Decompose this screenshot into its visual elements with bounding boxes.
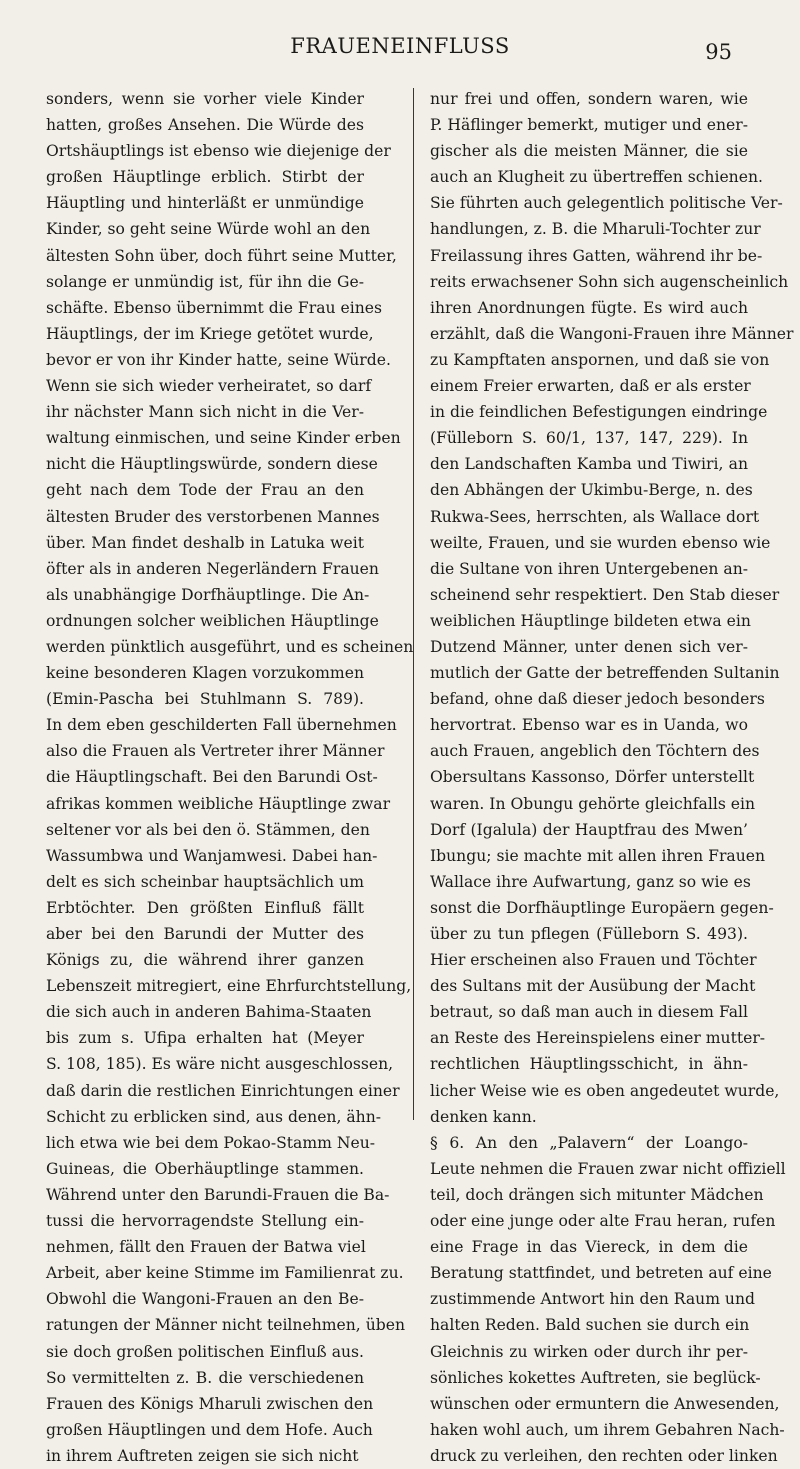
text-line: oder eine junge oder alte Frau heran, rufen (430, 1212, 776, 1231)
text-line: zustimmende Antwort hin den Raum und (430, 1290, 756, 1309)
text-line: Kinder, so geht seine Würde wohl an den (46, 220, 371, 239)
text-line: solange er unmündig ist, für ihn die Ge- (46, 272, 364, 291)
text-line: (Fülleborn S. 60/1, 137, 147, 229). In (430, 429, 748, 448)
text-line: Lebenszeit mitregiert, eine Ehrfurchtstellung, (46, 977, 412, 996)
text-line: handlungen, z. B. die Mharuli-Tochter zur (430, 220, 761, 239)
text-line: In dem eben geschilderten Fall übernehmen (46, 716, 397, 735)
text-line: Während unter den Barundi-Frauen die Ba- (46, 1185, 390, 1204)
text-line: Wallace ihre Aufwartung, ganz so wie es (430, 872, 751, 891)
text-line: auch Frauen, angeblich den Töchtern des (430, 742, 760, 761)
text-line: reits erwachsener Sohn sich augenscheinlich (430, 272, 789, 291)
text-line: die sich auch in anderen Bahima-Staaten (46, 1003, 372, 1022)
text-line: Dutzend Männer, unter denen sich ver- (430, 637, 748, 656)
text-line: Freilassung ihres Gatten, während ihr be- (430, 246, 763, 265)
text-line: ihr nächster Mann sich nicht in die Ver- (46, 403, 364, 422)
text-line: mutlich der Gatte der betreffenden Sultanin (430, 664, 780, 683)
text-line: afrikas kommen weibliche Häuptlinge zwar (46, 794, 391, 813)
text-line: nehmen, fällt den Frauen der Batwa viel (46, 1238, 366, 1257)
right-text-column (430, 86, 794, 1469)
text-line: lich etwa wie bei dem Pokao-Stamm Neu- (46, 1133, 376, 1152)
text-line: daß darin die restlichen Einrichtungen einer (46, 1081, 400, 1100)
text-line: also die Frauen als Vertreter ihrer Männer (46, 742, 385, 761)
text-line: halten Reden. Bald suchen sie durch ein (430, 1316, 750, 1335)
text-line: § 6. An den „Palavern“ der Loango- (430, 1133, 748, 1152)
left-text-column (46, 86, 414, 1469)
text-line: waren. In Obungu gehörte gleichfalls ein (430, 794, 756, 813)
text-line: sönliches kokettes Auftreten, sie beglück- (430, 1368, 761, 1387)
text-line: zu Kampftaten anspornen, und daß sie von (430, 350, 770, 369)
text-line: scheinend sehr respektiert. Den Stab dieser (430, 585, 780, 604)
text-line: waltung einmischen, und seine Kinder erben (46, 429, 401, 448)
text-line: auch an Klugheit zu übertreffen schienen. (430, 168, 763, 187)
text-line: des Sultans mit der Ausübung der Macht (430, 977, 756, 996)
column-divider (413, 88, 414, 1120)
text-line: Sie führten auch gelegentlich politische Ver- (430, 194, 783, 213)
text-line: sie doch großen politischen Einfluß aus. (46, 1342, 364, 1361)
text-line: ordnungen solcher weiblichen Häuptlinge (46, 611, 379, 630)
text-line: die Sultane von ihren Untergebenen an- (430, 559, 749, 578)
text-line: gischer als die meisten Männer, die sie (430, 142, 748, 161)
text-line: hatten, großes Ansehen. Die Würde des (46, 116, 364, 135)
text-line: Ortshäuptlings ist ebenso wie diejenige der (46, 142, 391, 161)
text-line: sonders, wenn sie vorher viele Kinder (46, 90, 364, 108)
text-line: Dorf (Igalula) der Hauptfrau des Mwen’ (430, 820, 748, 839)
text-line: Beratung stattfindet, und betreten auf eine (430, 1264, 772, 1283)
text-line: licher Weise wie es oben angedeutet wurde, (430, 1081, 780, 1100)
text-line: wünschen oder ermuntern die Anwesenden, (430, 1394, 780, 1413)
text-line: hervortrat. Ebenso war es in Uanda, wo (430, 716, 748, 735)
text-line: teil, doch drängen sich mitunter Mädchen (430, 1185, 764, 1204)
text-line: Erbtöchter. Den größten Einfluß fällt (46, 898, 364, 917)
text-line: delt es sich scheinbar hauptsächlich um (46, 872, 364, 891)
text-line: als unabhängige Dorfhäuptlinge. Die An- (46, 585, 370, 604)
text-line: werden pünktlich ausgeführt, und es scheinen (46, 637, 414, 656)
text-line: Häuptling und hinterläßt er unmündige (46, 194, 364, 213)
text-line: den Abhängen der Ukimbu-Berge, n. des (430, 481, 753, 500)
text-line: So vermittelten z. B. die verschiedenen (46, 1368, 364, 1387)
text-line: eine Frage in das Viereck, in dem die (430, 1238, 748, 1257)
text-line: bevor er von ihr Kinder hatte, seine Würde. (46, 350, 391, 369)
text-line: weilte, Frauen, und sie wurden ebenso wie (430, 533, 771, 552)
text-line: sonst die Dorfhäuptlinge Europäern gegen- (430, 898, 774, 917)
text-line: in ihrem Auftreten zeigen sie sich nicht (46, 1446, 359, 1465)
text-line: Wenn sie sich wieder verheiratet, so darf (46, 377, 372, 396)
text-line: tussi die hervorragendste Stellung ein- (46, 1212, 364, 1231)
text-line: befand, ohne daß dieser jedoch besonders (430, 690, 765, 709)
text-line: den Landschaften Kamba und Tiwiri, an (430, 455, 748, 474)
text-line: keine besonderen Klagen vorzukommen (46, 664, 364, 683)
text-line: Hier erscheinen also Frauen und Töchter (430, 951, 757, 970)
text-line: erzählt, daß die Wangoni-Frauen ihre Männer (430, 324, 794, 343)
text-line: über. Man findet deshalb in Latuka weit (46, 533, 364, 552)
text-line: Obersultans Kassonso, Dörfer unterstellt (430, 768, 755, 787)
text-line: einem Freier erwarten, daß er als erster (430, 377, 751, 396)
text-line: betraut, so daß man auch in diesem Fall (430, 1003, 748, 1022)
text-line: Obwohl die Wangoni-Frauen an den Be- (46, 1290, 364, 1309)
text-line: Rukwa-Sees, herrschten, als Wallace dort (430, 507, 760, 526)
text-line: Häuptlings, der im Kriege getötet wurde, (46, 324, 374, 343)
text-line: nur frei und offen, sondern waren, wie (430, 90, 748, 108)
page-number: 95 (705, 40, 732, 64)
text-line: haken wohl auch, um ihrem Gebahren Nach- (430, 1420, 785, 1439)
text-line: bis zum s. Ufipa erhalten hat (Meyer (46, 1029, 364, 1048)
text-line: Leute nehmen die Frauen zwar nicht offiziell (430, 1159, 786, 1178)
text-line: P. Häflinger bemerkt, mutiger und ener- (430, 116, 748, 135)
text-line: Schicht zu erblicken sind, aus denen, ähn- (46, 1107, 382, 1126)
text-line: ratungen der Männer nicht teilnehmen, üben (46, 1316, 406, 1335)
text-line: S. 108, 185). Es wäre nicht ausgeschlossen, (46, 1055, 394, 1074)
text-line: druck zu verleihen, den rechten oder linken (430, 1446, 778, 1465)
text-line: geht nach dem Tode der Frau an den (46, 481, 364, 500)
text-line: Frauen des Königs Mharuli zwischen den (46, 1394, 374, 1413)
text-line: großen Häuptlingen und dem Hofe. Auch (46, 1420, 373, 1439)
text-line: großen Häuptlinge erblich. Stirbt der (46, 168, 364, 187)
text-line: über zu tun pflegen (Fülleborn S. 493). (430, 925, 748, 943)
text-line: Arbeit, aber keine Stimme im Familienrat zu. (46, 1264, 404, 1283)
text-line: rechtlichen Häuptlingsschicht, in ähn- (430, 1055, 748, 1074)
text-line: denken kann. (430, 1107, 537, 1126)
text-line: Ibungu; sie machte mit allen ihren Frauen (430, 846, 766, 865)
text-line: öfter als in anderen Negerländern Frauen (46, 559, 379, 578)
text-line: (Emin-Pascha bei Stuhlmann S. 789). (46, 690, 364, 709)
text-line: Guineas, die Oberhäuptlinge stammen. (46, 1159, 364, 1178)
text-line: Königs zu, die während ihrer ganzen (46, 951, 364, 970)
text-line: Wassumbwa und Wanjamwesi. Dabei han- (46, 846, 378, 865)
text-line: schäfte. Ebenso übernimmt die Frau eines (46, 298, 382, 317)
text-line: in die feindlichen Befestigungen eindringe (430, 403, 768, 422)
text-line: aber bei den Barundi der Mutter des (46, 925, 364, 943)
text-line: seltener vor als bei den ö. Stämmen, den (46, 820, 370, 839)
text-line: die Häuptlingschaft. Bei den Barundi Ost- (46, 768, 378, 787)
text-line: ältesten Bruder des verstorbenen Mannes (46, 507, 380, 526)
text-line: weiblichen Häuptlinge bildeten etwa ein (430, 611, 751, 630)
text-line: ältesten Sohn über, doch führt seine Mutter, (46, 246, 397, 265)
text-line: nicht die Häuptlingswürde, sondern diese (46, 455, 378, 474)
running-title: FRAUENEINFLUSS (290, 34, 510, 58)
text-line: ihren Anordnungen fügte. Es wird auch (430, 298, 748, 317)
text-line: an Reste des Hereinspielens einer mutter- (430, 1029, 766, 1048)
text-line: Gleichnis zu wirken oder durch ihr per- (430, 1342, 748, 1361)
